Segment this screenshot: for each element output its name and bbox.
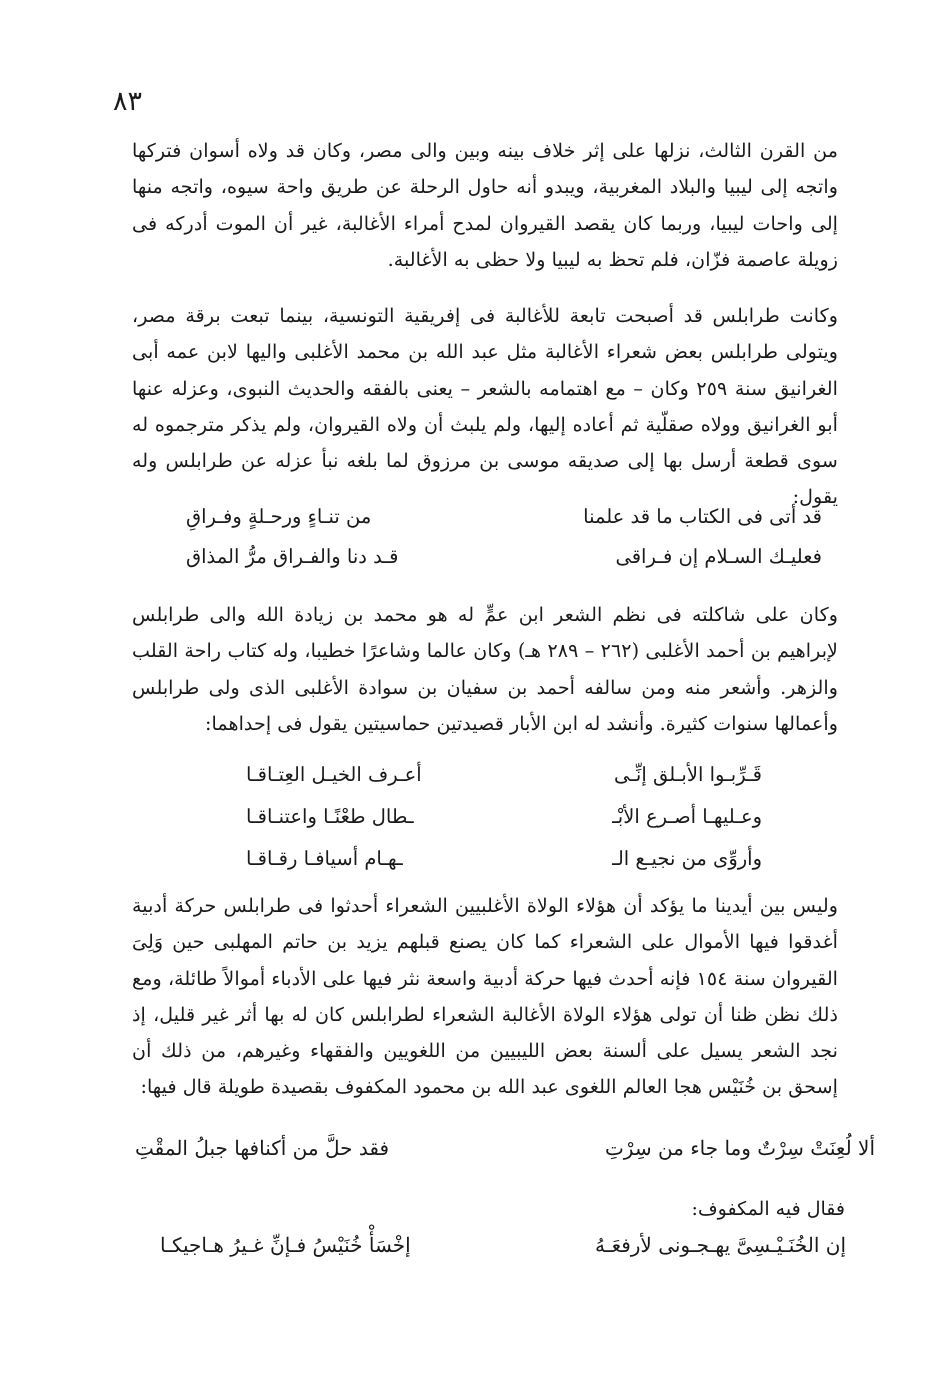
verse-second-hemistich: من تنـاءٍ ورحـلةٍ وفـراقِ <box>186 505 372 528</box>
verse-first-hemistich: إن الخُنَـيْـسِىَّ يهـجـونى لأرفعَـهُ <box>594 1233 846 1257</box>
verse-first-hemistich: ألا لُعِنَتْ سِرْتٌ وما جاء من سِرْتِ <box>604 1136 875 1160</box>
poem1-verse-1 <box>186 505 822 528</box>
poem2-verse-3 <box>246 847 762 870</box>
paragraph-2: وكانت طرابلس قد أصبحت تابعة للأغالبة فى إفريقية التونسية، بينما تبعت برقة مصر، ويتولى طرابلس بعض شعراء الأغالبة مثل عبد الله بن محمد الأغلبى واليها لابن عمه أبى الغرانيق سنة ٢٥٩ وكان – مع اهتمامه بالشعر – يعنى بالفقه والحديث النبوى، وعزله عنها أبو الغرانيق وولاه صقلّية ثم أعاده إليها، ولم يلبث أن ولاه القيروان، ولم يذكر مترجموه له سوى قطعة أرسل بها إلى صديقه موسى بن مرزوق لما بلغه نبأ عزله عن طرابلس وله يقول: <box>132 304 838 509</box>
paragraph-4: وليس بين أيدينا ما يؤكد أن هؤلاء الولاة الأغلبيين الشعراء أحدثوا فى طرابلس حركة أدبية أغدقوا فيها الأموال على الشعراء كما كان يصنع قبلهم يزيد بن حاتم المهلبى حين وَلِىَ القيروان سنة ١٥٤ فإنه أحدث فيها حركة أدبية واسعة نثر فيها على الأدباء أموالاً طائلة، ومع ذلك نظن ظنا أن تولى هؤلاء الولاة الأغالبة الشعراء لطرابلس كان له بها أثر غير قليل، إذ نجد الشعر يسيل على ألسنة بعض الليبيين من اللغويين والفقهاء وغيرهم، من ذلك أن إسحق بن خُنَيْس هجا العالم اللغوى عبد الله بن محمود المكفوف بقصيدة طويلة قال فيها: <box>132 894 838 1099</box>
verse-first-hemistich: قَـرِّبـوا الأبـلق إنِّـى <box>613 763 762 786</box>
poem4-verse-1 <box>160 1233 846 1257</box>
verse-first-hemistich: قد أتى فى الكتاب ما قد علمنا <box>583 505 822 528</box>
verse-first-hemistich: فعليـك السـلام إن فـراقى <box>615 545 822 568</box>
makfuf-intro: فقال فيه المكفوف: <box>691 1198 845 1220</box>
verse-second-hemistich: فقد حلَّ من أكنافها جبلُ المقْتِ <box>135 1136 390 1160</box>
poem2-verse-2 <box>246 805 762 828</box>
verse-first-hemistich: وأروِّى من نجيـع الـ <box>612 847 762 870</box>
poem1-verse-2 <box>186 545 822 568</box>
page-number: ٨٣ <box>113 86 143 117</box>
paragraph-3: وكان على شاكلته فى نظم الشعر ابن عمٍّ له هو محمد بن زيادة الله والى طرابلس لإبراهيم بن أحمد الأغلبى (٢٦٢ – ٢٨٩ هـ) وكان عالما وشاعرًا خطيبا، وله كتاب راحة القلب والزهر. وأشعر منه ومن سالفه أحمد بن سفيان بن سوادة الأغلبى الذى ولى طرابلس وأعمالها سنوات كثيرة. وأنشد له ابن الأبار قصيدتين حماسيتين يقول فى إحداهما: <box>132 603 838 735</box>
verse-second-hemistich: ـهـام أسيافـا رقـاقـا <box>246 847 403 870</box>
verse-second-hemistich: إخْسَأْ خُنَيْسُ فـإنِّ غـيرُ هـاجيكـا <box>160 1233 411 1257</box>
verse-second-hemistich: ـطال طعْنًـا واعتنـاقـا <box>246 805 414 828</box>
verse-first-hemistich: وعـليهـا أصـرع الأبْـ <box>612 805 762 828</box>
verse-second-hemistich: أعـرف الخيـل العِتـاقـا <box>246 763 422 786</box>
poem3-verse-1 <box>135 1136 875 1160</box>
verse-second-hemistich: قـد دنا والفـراق مرُّ المذاق <box>186 545 399 568</box>
poem2-verse-1 <box>246 763 762 786</box>
paragraph-1: من القرن الثالث، نزلها على إثر خلاف بينه وبين والى مصر، وكان قد ولاه أسوان فتركها واتجه إلى ليبيا والبلاد المغربية، ويبدو أنه حاول الرحلة عن طريق واحة سيوه، واتجه منها إلى واحات ليبيا، وربما كان يقصد القيروان لمدح أمراء الأغالبة، غير أن الموت أدركه فى زويلة عاصمة فزّان، فلم تحظ به ليبيا ولا حظى به الأغالبة. <box>132 139 838 271</box>
